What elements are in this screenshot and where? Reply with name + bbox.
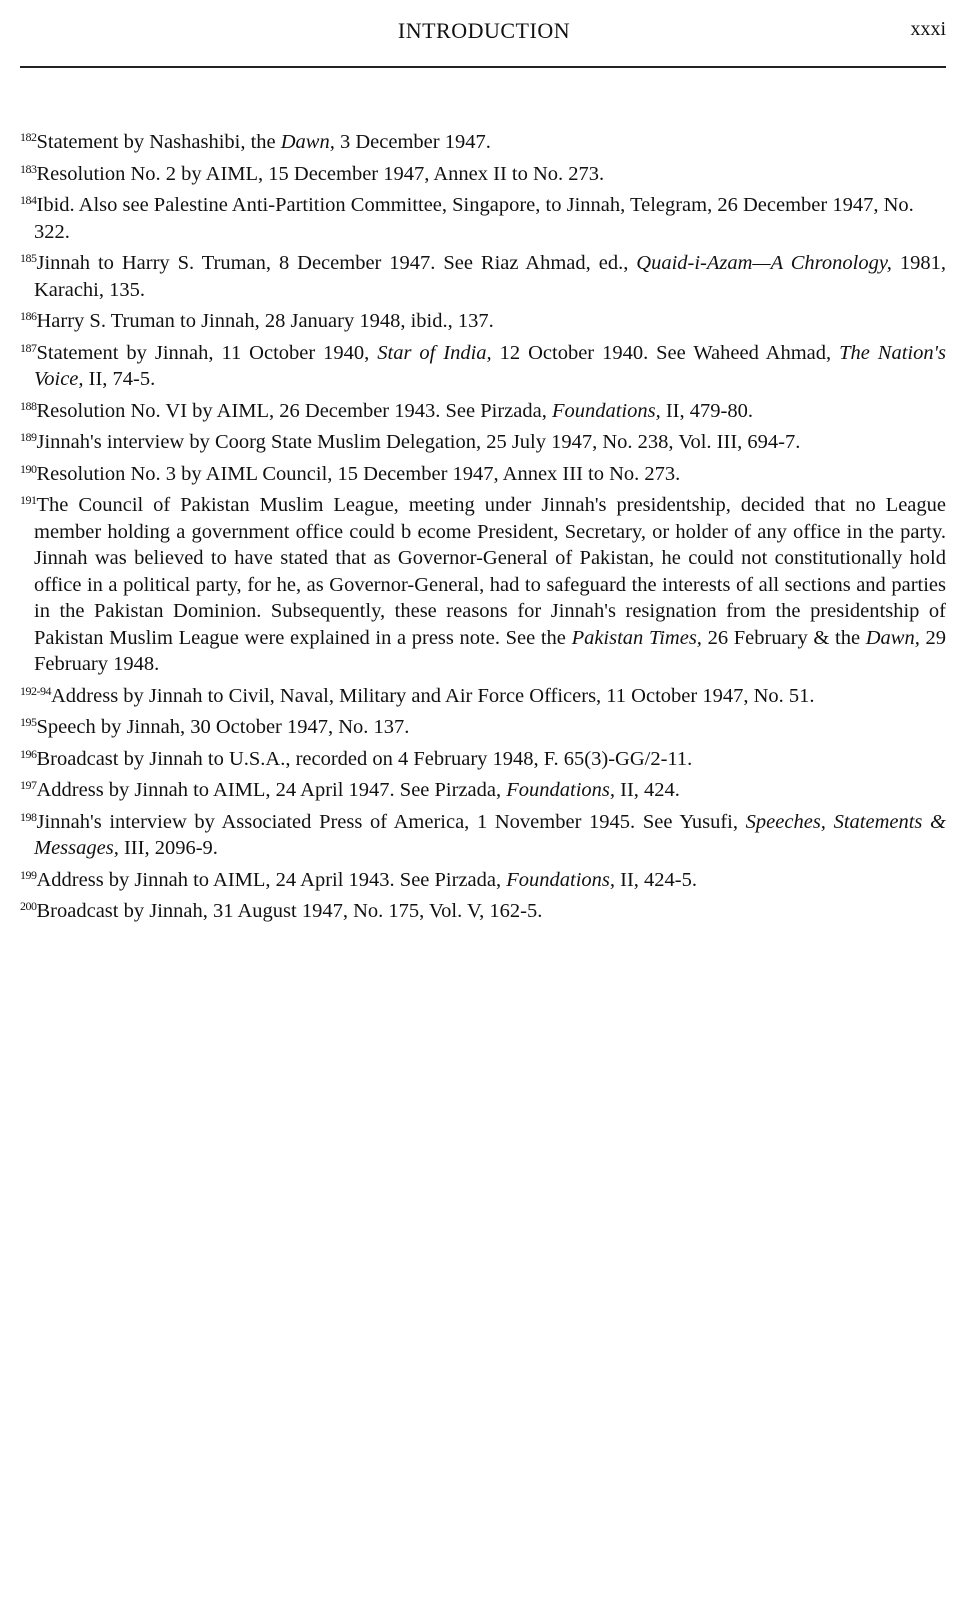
endnote-text: II, 424-5.: [615, 868, 698, 891]
endnote-number: 190: [20, 461, 37, 476]
endnote-text: 1981, Karachi, 135.: [34, 252, 946, 301]
endnote-191: [20, 487, 946, 678]
endnote-text: Resolution No. 3 by AIML Council, 15 December 1947, Annex III to No. 273.: [36, 462, 681, 485]
endnote-number: 189: [20, 430, 37, 444]
endnote-189: [20, 424, 946, 456]
running-header: [22, 14, 946, 54]
endnote-185: [20, 245, 946, 303]
endnote-italic-text: The Nation's Voice,: [34, 341, 946, 390]
endnote-text: Jinnah to Harry S. Truman, 8 December 1947. See Riaz Ahmad, ed.,: [36, 252, 637, 274]
endnote-198: [20, 804, 946, 862]
endnote-199: [20, 862, 946, 894]
endnote-italic-text: Speeches, Statements & Messages,: [34, 810, 947, 859]
endnote-text: Statement by Nashashibi, the: [36, 131, 281, 153]
endnote-text: Address by Jinnah to AIML, 24 April 1947. See Pirzada,: [36, 779, 507, 801]
endnote-italic-text: Foundations,: [506, 868, 616, 891]
endnote-text: Jinnah's interview by Associated Press of America, 1 November 1945. See Yusufi,: [36, 810, 746, 833]
endnote-number: 184: [20, 193, 37, 207]
endnote-text: II, 74-5.: [83, 368, 156, 390]
endnote-183: [20, 156, 946, 188]
endnote-number: 186: [20, 309, 37, 323]
endnote-text: Broadcast by Jinnah to U.S.A., recorded on 4 February 1948, F. 65(3)-GG/2-11.: [36, 747, 693, 770]
endnote-200: [20, 893, 946, 925]
endnote-number: 185: [20, 251, 37, 265]
endnote-text: III, 2096-9.: [118, 837, 218, 859]
endnote-text: 29 February 1948.: [34, 626, 946, 675]
page-title: INTRODUCTION: [397, 18, 571, 43]
endnote-186: [20, 303, 946, 335]
endnote-number: 183: [20, 161, 37, 176]
endnote-text: 12 October 1940. See Waheed Ahmad,: [491, 341, 840, 364]
endnote-188: [20, 393, 946, 425]
endnote-italic-text: Foundations,: [506, 779, 616, 801]
header-rule: [20, 66, 946, 68]
endnote-text: The Council of Pakistan Muslim League, meeting under Jinnah's presidentship, decided that no League member holding a government office could b ecome President, Secretary, or holder of any office in the party. Jinnah was believed to have stated that as Governor-General of Pakistan, he could not constitutionally hold office in a political party, for he, as Governor-General, had to safeguard the interests of all sections and parties in the Pakistan Dominion. Subsequently, these reasons for Jinnah's resignation from the presidentship of Pakistan Muslim League were explained in a press note. See the: [34, 494, 946, 649]
endnote-number: 198: [20, 809, 37, 824]
endnote-187: [20, 335, 946, 393]
endnote-italic-text: Star of India,: [377, 341, 492, 364]
endnote-text: 26 February & the: [701, 626, 866, 649]
endnote-text: Harry S. Truman to Jinnah, 28 January 1948, ibid., 137.: [36, 310, 494, 332]
endnote-text: Speech by Jinnah, 30 October 1947, No. 137.: [36, 716, 410, 738]
endnote-text: Broadcast by Jinnah, 31 August 1947, No. 175, Vol. V, 162-5.: [36, 900, 543, 922]
endnote-number: 188: [20, 398, 37, 413]
endnote-italic-text: Quaid-i-Azam—A Chronology,: [636, 252, 892, 274]
endnote-italic-text: Foundations,: [551, 399, 661, 422]
endnote-number: 199: [20, 867, 37, 882]
endnote-text: Resolution No. VI by AIML, 26 December 1943. See Pirzada,: [36, 399, 552, 422]
endnote-text: II, 424.: [615, 779, 680, 801]
endnote-196: [20, 741, 946, 773]
endnote-184: [20, 187, 946, 245]
endnote-192-94: [20, 678, 946, 710]
endnote-text: Ibid. Also see Palestine Anti-Partition Committee, Singapore, to Jinnah, Telegram, 26 December 1947, No. 322.: [34, 194, 914, 243]
endnote-number: 187: [20, 340, 37, 355]
endnote-number: 182: [20, 130, 37, 144]
endnote-text: Address by Jinnah to Civil, Naval, Military and Air Force Officers, 11 October 1947, No. 51.: [51, 684, 815, 707]
endnote-number: 191: [20, 493, 37, 507]
endnote-text: Address by Jinnah to AIML, 24 April 1943. See Pirzada,: [36, 868, 507, 891]
endnote-number: 195: [20, 715, 37, 729]
endnote-text: 3 December 1947.: [334, 131, 491, 153]
endnote-italic-text: Pakistan Times,: [571, 626, 702, 649]
endnote-195: [20, 709, 946, 741]
endnote-italic-text: Dawn,: [865, 626, 920, 649]
endnote-text: Statement by Jinnah, 11 October 1940,: [36, 341, 378, 364]
endnote-text: Resolution No. 2 by AIML, 15 December 1947, Annex II to No. 273.: [36, 162, 605, 185]
endnote-text: Jinnah's interview by Coorg State Muslim Delegation, 25 July 1947, No. 238, Vol. III, 694-7.: [36, 431, 801, 453]
endnote-italic-text: Dawn,: [280, 131, 335, 153]
endnotes-list: [20, 124, 946, 925]
endnote-190: [20, 456, 946, 488]
endnote-197: [20, 772, 946, 804]
endnote-182: [20, 124, 946, 156]
endnote-number: 200: [20, 899, 37, 913]
endnote-text: II, 479-80.: [660, 399, 753, 422]
endnote-number: 197: [20, 778, 37, 792]
endnote-number: 192-94: [20, 683, 51, 698]
endnote-number: 196: [20, 746, 37, 761]
page-number: xxxi: [910, 18, 946, 40]
